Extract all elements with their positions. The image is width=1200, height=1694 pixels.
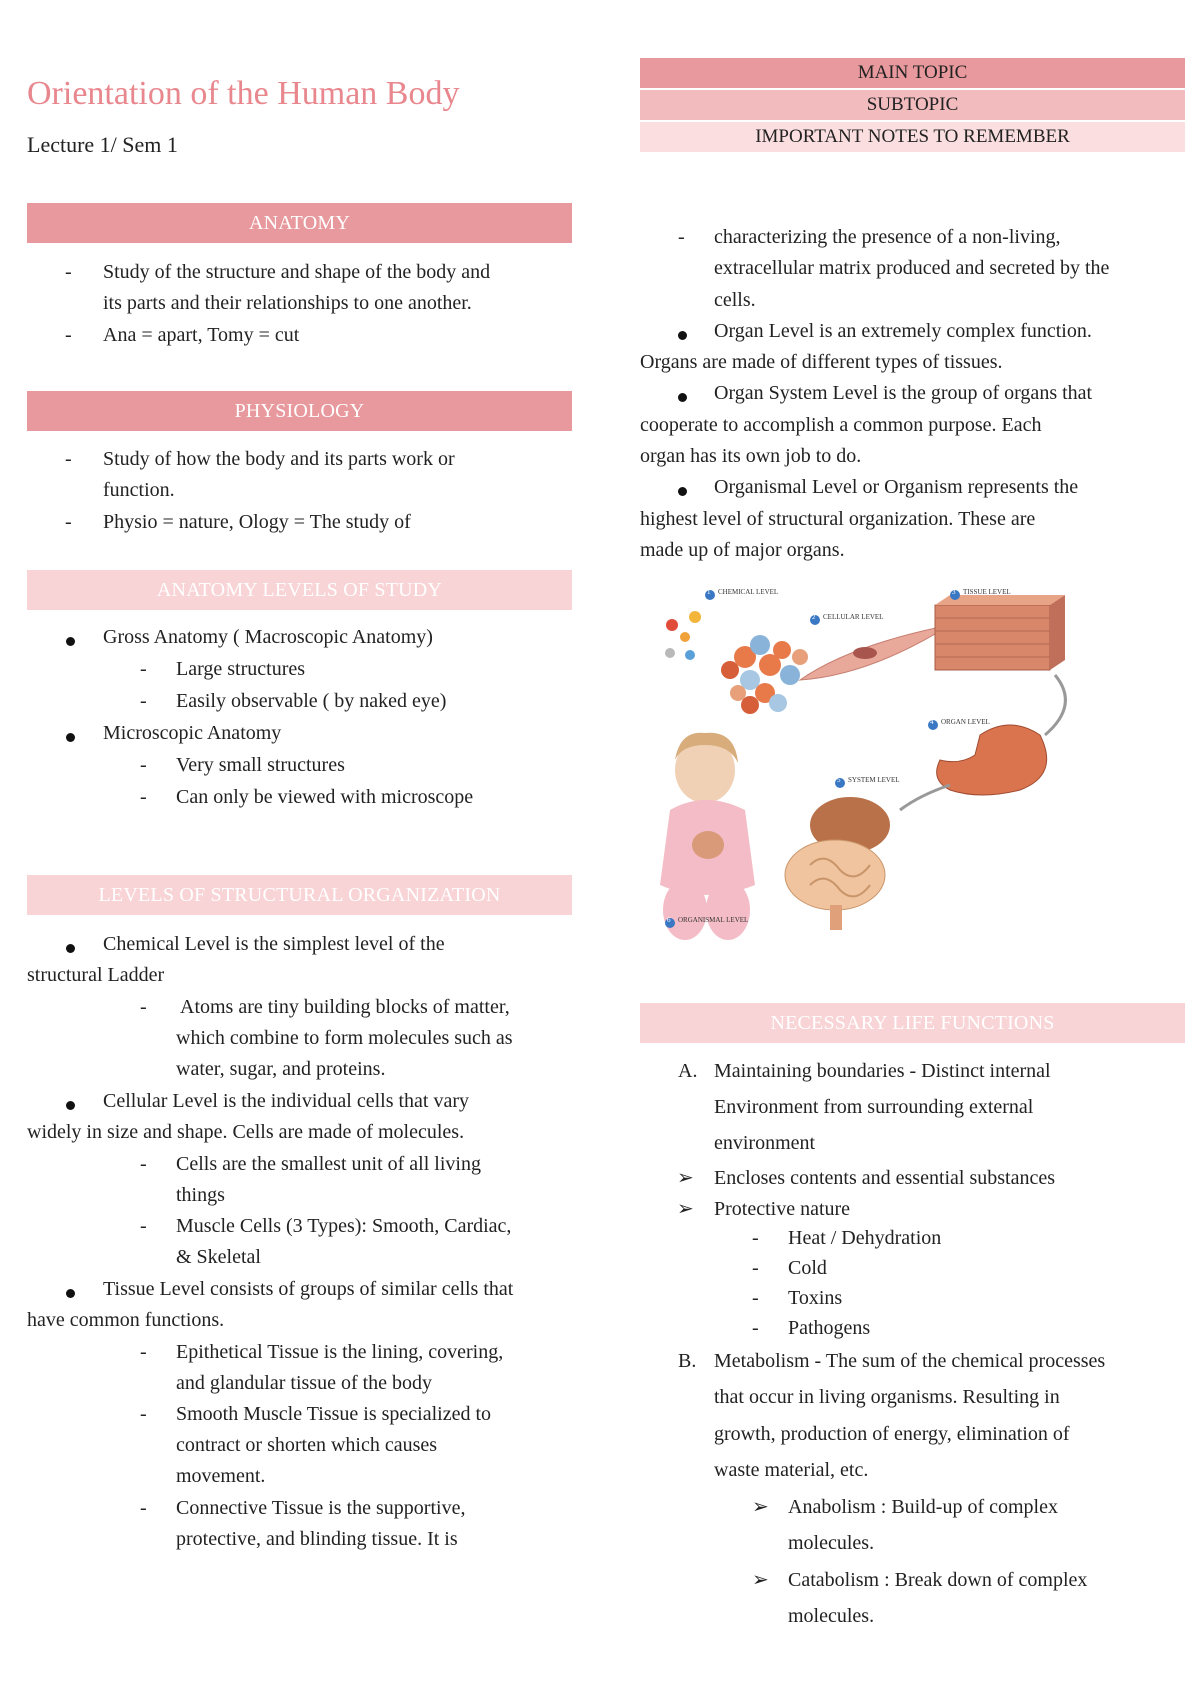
figure-number: 4	[930, 718, 934, 726]
right-line: cooperate to accomplish a common purpose. Each	[640, 414, 1042, 436]
structural-line: movement.	[176, 1465, 266, 1487]
right-line: characterizing the presence of a non-living,	[714, 226, 1061, 248]
right-line: made up of major organs.	[640, 539, 845, 561]
levels-line: Large structures	[176, 658, 306, 680]
structural-line: water, sugar, and proteins.	[176, 1058, 386, 1080]
structural-line: and glandular tissue of the body	[176, 1372, 433, 1394]
bullet-marker	[66, 720, 75, 752]
figure-label: ORGANISMAL LEVEL	[678, 916, 749, 924]
structural-line: contract or shorten which causes	[176, 1434, 438, 1456]
legend-subtopic: SUBTOPIC	[640, 90, 1185, 120]
figure-number: 3	[952, 588, 956, 596]
levels-line: Microscopic Anatomy	[103, 722, 282, 744]
levels-line: Gross Anatomy ( Macroscopic Anatomy)	[103, 626, 433, 648]
structural-line: Cellular Level is the individual cells that vary	[103, 1090, 470, 1112]
structural-line: Connective Tissue is the supportive,	[176, 1497, 466, 1519]
structural-line: & Skeletal	[176, 1246, 261, 1268]
dash-marker: -	[65, 261, 72, 283]
figure-label: CHEMICAL LEVEL	[718, 588, 779, 596]
figure-label: TISSUE LEVEL	[963, 588, 1011, 596]
life-line: growth, production of energy, elimination of	[714, 1423, 1070, 1445]
legend-main-topic: MAIN TOPIC	[640, 58, 1185, 88]
arrow-bullet-icon: ➢	[677, 1167, 694, 1189]
life-line: Cold	[788, 1257, 827, 1279]
anatomy-line: its parts and their relationships to one another.	[103, 292, 472, 314]
dash-marker: -	[65, 511, 72, 533]
right-line: organ has its own job to do.	[640, 445, 862, 467]
figure-label: ORGAN LEVEL	[941, 718, 990, 726]
dash-marker: -	[140, 786, 147, 808]
dash-marker: -	[752, 1317, 759, 1339]
structural-line: Cells are the smallest unit of all living	[176, 1153, 481, 1175]
life-line: Metabolism - The sum of the chemical processes	[714, 1350, 1106, 1372]
physiology-line: function.	[103, 479, 175, 501]
anatomy-heading: ANATOMY	[27, 203, 572, 243]
bullet-marker	[66, 624, 75, 656]
life-line: molecules.	[788, 1532, 875, 1554]
structural-levels-figure	[650, 585, 1130, 965]
dash-marker: -	[65, 324, 72, 346]
structural-line: Atoms are tiny building blocks of matter,	[180, 996, 510, 1018]
figure-number: 2	[812, 613, 816, 621]
dash-marker: -	[140, 1497, 147, 1519]
dash-marker: -	[140, 1153, 147, 1175]
legend-notes: IMPORTANT NOTES TO REMEMBER	[640, 122, 1185, 152]
structural-line: Muscle Cells (3 Types): Smooth, Cardiac,	[176, 1215, 512, 1237]
right-line: cells.	[714, 289, 756, 311]
life-line: Anabolism : Build-up of complex	[788, 1496, 1058, 1518]
dash-marker: -	[752, 1227, 759, 1249]
life-line: molecules.	[788, 1605, 875, 1627]
figure-number: 6	[667, 916, 671, 924]
dash-marker: -	[65, 448, 72, 470]
dash-marker: -	[140, 690, 147, 712]
list-marker-b: B.	[678, 1350, 697, 1372]
structural-line: things	[176, 1184, 225, 1206]
dash-marker: -	[678, 226, 685, 248]
structural-line: have common functions.	[27, 1309, 225, 1331]
arrow-bullet-icon: ➢	[752, 1569, 769, 1591]
right-line: Organs are made of different types of tissues.	[640, 351, 1003, 373]
levels-line: Very small structures	[176, 754, 345, 776]
levels-line: Can only be viewed with microscope	[176, 786, 474, 808]
structural-line: Epithetical Tissue is the lining, covering,	[176, 1341, 504, 1363]
life-line: Catabolism : Break down of complex	[788, 1569, 1088, 1591]
life-line: Protective nature	[714, 1198, 851, 1220]
life-line: Toxins	[788, 1287, 843, 1309]
dash-marker: -	[140, 1215, 147, 1237]
life-line: environment	[714, 1132, 816, 1154]
levels-line: Easily observable ( by naked eye)	[176, 690, 447, 712]
arrow-bullet-icon: ➢	[752, 1496, 769, 1518]
right-line: extracellular matrix produced and secreted by the	[714, 257, 1110, 279]
dash-marker: -	[140, 1403, 147, 1425]
structural-line: Tissue Level consists of groups of similar cells that	[103, 1278, 514, 1300]
right-line: Organismal Level or Organism represents the	[714, 476, 1079, 498]
dash-marker: -	[752, 1287, 759, 1309]
dash-marker: -	[140, 658, 147, 680]
dash-marker: -	[752, 1257, 759, 1279]
structural-line: Smooth Muscle Tissue is specialized to	[176, 1403, 491, 1425]
life-line: Heat / Dehydration	[788, 1227, 942, 1249]
lecture-label: Lecture 1/ Sem 1	[27, 132, 178, 157]
arrow-bullet-icon: ➢	[677, 1198, 694, 1220]
page-title: Orientation of the Human Body	[27, 75, 460, 112]
right-line: Organ Level is an extremely complex function.	[714, 320, 1092, 342]
anatomy-line: Study of the structure and shape of the body and	[103, 261, 491, 283]
life-line: Environment from surrounding external	[714, 1096, 1034, 1118]
life-line: Encloses contents and essential substances	[714, 1167, 1056, 1189]
dash-marker: -	[140, 1341, 147, 1363]
structural-line: which combine to form molecules such as	[176, 1027, 513, 1049]
figure-number: 1	[707, 588, 711, 596]
life-functions-heading: NECESSARY LIFE FUNCTIONS	[640, 1003, 1185, 1043]
right-line: highest level of structural organization. These are	[640, 508, 1036, 530]
physiology-line: Physio = nature, Ology = The study of	[103, 511, 411, 533]
dash-marker: -	[140, 754, 147, 776]
structural-levels-illustration	[650, 585, 1130, 965]
structural-line: structural Ladder	[27, 964, 165, 986]
bullet-marker	[678, 474, 687, 506]
right-line: Organ System Level is the group of organs that	[714, 382, 1093, 404]
bullet-marker	[678, 380, 687, 412]
levels-of-study-heading: ANATOMY LEVELS OF STUDY	[27, 570, 572, 610]
list-marker-a: A.	[678, 1060, 698, 1082]
life-line: waste material, etc.	[714, 1459, 869, 1481]
anatomy-line: Ana = apart, Tomy = cut	[103, 324, 300, 346]
physiology-line: Study of how the body and its parts work or	[103, 448, 455, 470]
structural-line: protective, and blinding tissue. It is	[176, 1528, 458, 1550]
physiology-heading: PHYSIOLOGY	[27, 391, 572, 431]
structural-line: widely in size and shape. Cells are made of molecules.	[27, 1121, 465, 1143]
figure-label: SYSTEM LEVEL	[848, 776, 900, 784]
life-line: that occur in living organisms. Resulting in	[714, 1386, 1060, 1408]
figure-label: CELLULAR LEVEL	[823, 613, 884, 621]
life-line: Maintaining boundaries - Distinct internal	[714, 1060, 1051, 1082]
dash-marker: -	[140, 996, 147, 1018]
life-line: Pathogens	[788, 1317, 871, 1339]
structural-line: Chemical Level is the simplest level of the	[103, 933, 445, 955]
figure-number: 5	[837, 776, 841, 784]
structural-org-heading: LEVELS OF STRUCTURAL ORGANIZATION	[27, 875, 572, 915]
